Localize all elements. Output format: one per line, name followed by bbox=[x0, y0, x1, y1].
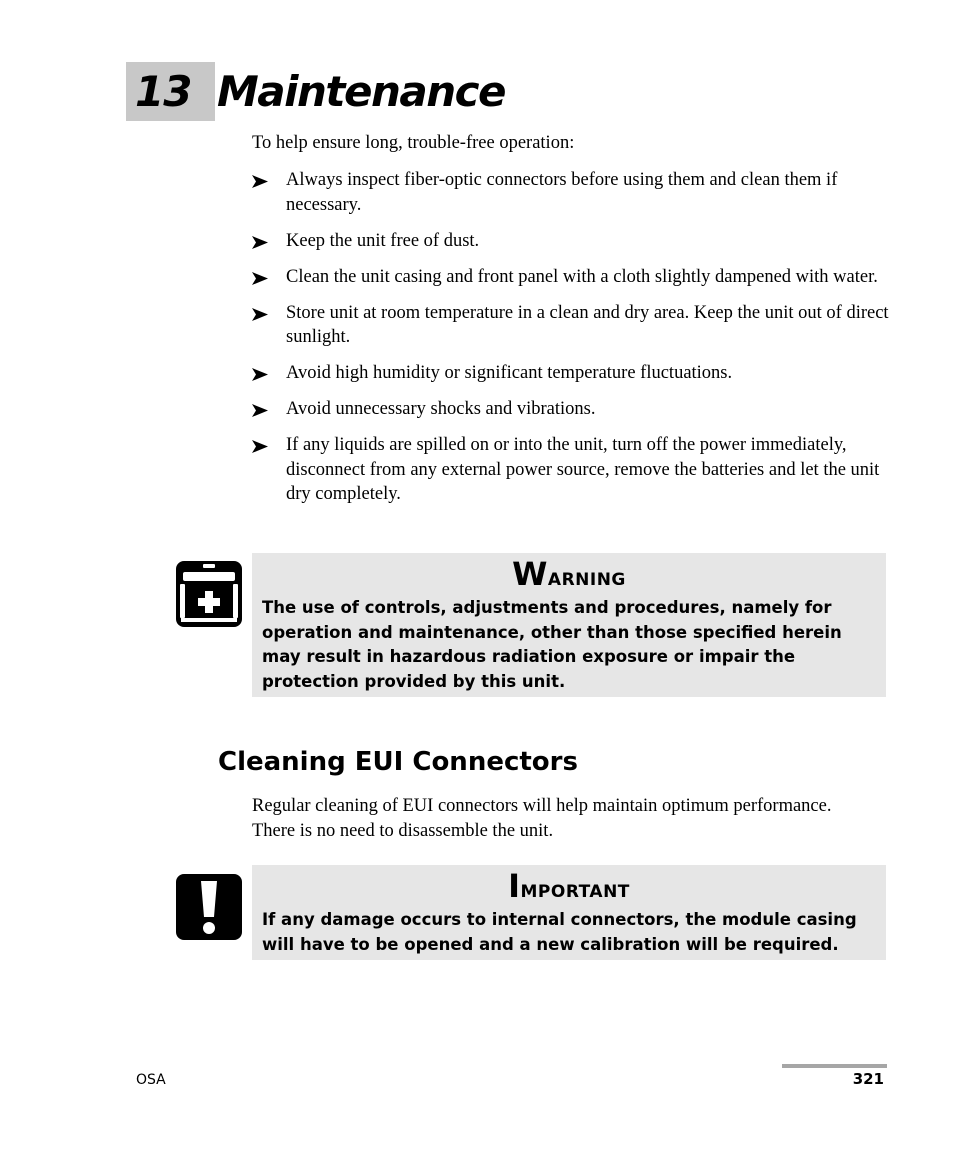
list-item-text: Store unit at room temperature in a clean and dry area. Keep the unit out of direct sunlight. bbox=[286, 302, 889, 347]
important-title bbox=[252, 865, 886, 904]
arrow-bullet-icon bbox=[252, 175, 268, 188]
list-item-text: If any liquids are spilled on or into the unit, turn off the power immediately, disconnect from any external power source, remove the batteries and let the unit dry completely. bbox=[286, 435, 880, 504]
arrow-bullet-icon bbox=[252, 308, 268, 321]
list-item bbox=[252, 168, 892, 217]
warning-box bbox=[252, 553, 886, 697]
list-item-text: Keep the unit free of dust. bbox=[286, 230, 480, 251]
important-title-cap: I bbox=[508, 867, 521, 905]
list-item bbox=[252, 229, 892, 254]
ambulance-icon bbox=[175, 560, 243, 628]
arrow-bullet-icon bbox=[252, 236, 268, 249]
list-item-text: Avoid high humidity or significant temperature fluctuations. bbox=[286, 363, 733, 383]
arrow-bullet-icon bbox=[252, 440, 268, 453]
list-item bbox=[252, 301, 892, 350]
warning-title-rest: arning bbox=[547, 563, 626, 591]
intro-text: To help ensure long, trouble-free operation: bbox=[252, 133, 575, 153]
warning-title bbox=[252, 553, 886, 592]
arrow-bullet-icon bbox=[252, 368, 268, 381]
list-item bbox=[252, 433, 892, 507]
list-item-text: Always inspect fiber-optic connectors before using them and clean them if necessary. bbox=[286, 170, 838, 215]
list-item-text: Clean the unit casing and front panel with a cloth slightly dampened with water. bbox=[286, 266, 878, 287]
list-item bbox=[252, 265, 892, 290]
section-heading: Cleaning EUI Connectors bbox=[218, 747, 578, 777]
arrow-bullet-icon bbox=[252, 272, 268, 285]
chapter-title: Maintenance bbox=[217, 67, 506, 116]
list-item bbox=[252, 361, 892, 386]
arrow-bullet-icon bbox=[252, 404, 268, 417]
section-text: Regular cleaning of EUI connectors will help maintain optimum performance. There is no need to disassemble the unit. bbox=[252, 796, 832, 841]
warning-text: The use of controls, adjustments and procedures, namely for operation and maintenance, other than those specified herein may result in hazardous radiation exposure or impair the protection provided by this unit. bbox=[262, 598, 842, 691]
important-title-rest: mportant bbox=[520, 875, 630, 903]
chapter-number: 13 bbox=[135, 67, 192, 116]
warning-title-cap: W bbox=[512, 555, 548, 593]
list-item-text: Avoid unnecessary shocks and vibrations. bbox=[286, 399, 596, 419]
important-text: If any damage occurs to internal connectors, the module casing will have to be opened and a new calibration will be required. bbox=[262, 910, 857, 954]
maintenance-tips-list bbox=[252, 168, 892, 518]
important-box bbox=[252, 865, 886, 960]
exclamation-icon bbox=[175, 873, 243, 941]
page-number: 321 bbox=[852, 1070, 884, 1088]
list-item bbox=[252, 397, 892, 422]
footer-product-name: OSA bbox=[136, 1072, 166, 1088]
